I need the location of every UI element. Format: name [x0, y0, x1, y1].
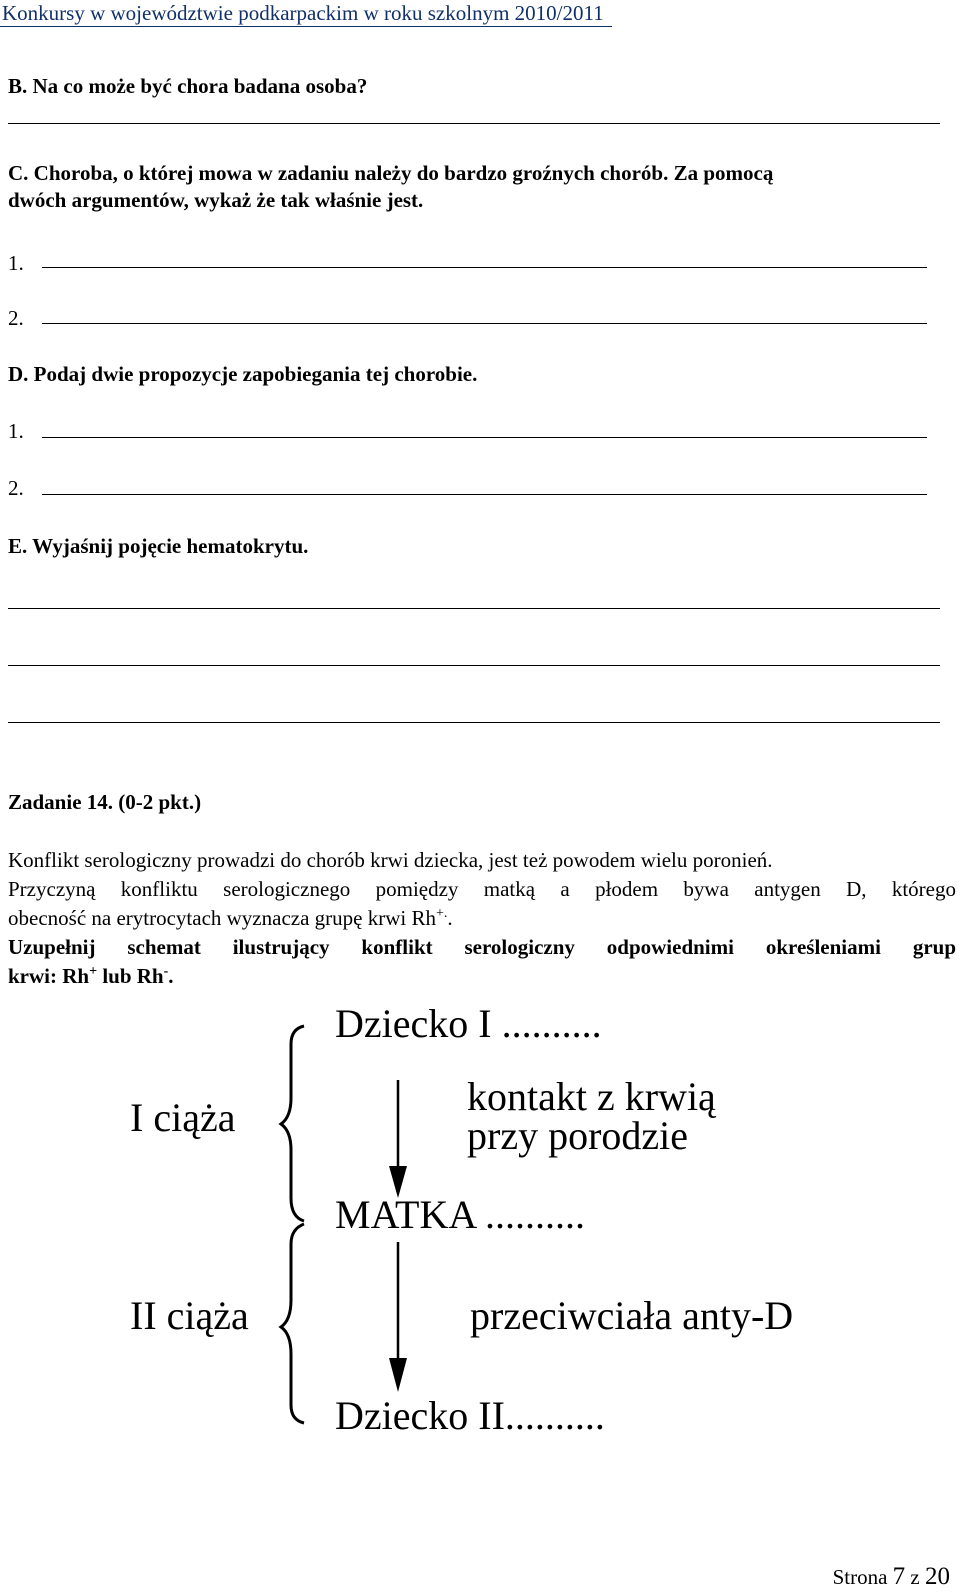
question-d: D. Podaj dwie propozycje zapobiegania tej chorobie.	[8, 362, 478, 386]
task14-para2-line1: Przyczyną konfliktu serologicznego pomiędzy matką a płodem bywa antygen D, którego	[8, 877, 956, 901]
page-current: 7	[892, 1563, 906, 1590]
answer-line-e1[interactable]	[8, 608, 940, 609]
page-total: 20	[925, 1563, 950, 1590]
answer-line-d1[interactable]	[42, 437, 927, 438]
task14-para2-line2	[8, 906, 453, 930]
instr-sup-minus: -	[163, 964, 169, 979]
diagram-child-2: Dziecko II..........	[335, 1393, 605, 1438]
brace-pregnancy-1	[281, 1026, 304, 1221]
answer-line-e2[interactable]	[8, 665, 940, 666]
question-c-line2: dwóch argumentów, wykaż że tak właśnie jest.	[8, 188, 424, 212]
rh-plus-sup: +.	[435, 906, 448, 921]
answer-line-d2[interactable]	[42, 494, 927, 495]
task14-para1: Konflikt serologiczny prowadzi do chorób krwi dziecka, jest też powodem wielu poronień.	[8, 848, 773, 872]
brace-pregnancy-2	[281, 1224, 304, 1423]
task14-title: Zadanie 14. (0-2 pkt.)	[8, 790, 202, 814]
answer-line-c2[interactable]	[42, 323, 927, 324]
question-c-item-1: 1.	[8, 251, 24, 275]
diagram-antibodies: przeciwciała anty-D	[470, 1293, 794, 1338]
task14-para2-line2-text: obecność na erytrocytach wyznacza grupę krwi Rh	[8, 906, 436, 930]
answer-line-b[interactable]	[8, 123, 940, 124]
diagram-mother: MATKA ..........	[335, 1192, 586, 1237]
task14-para2-line2-end: .	[447, 906, 453, 930]
task14-instruction-line1: Uzupełnij schemat ilustrujący konflikt serologiczny odpowiednimi określeniami grup	[8, 935, 956, 959]
answer-line-c1[interactable]	[42, 267, 927, 268]
page-header: Konkursy w województwie podkarpackim w roku szkolnym 2010/2011	[2, 1, 604, 25]
header-rule	[0, 26, 612, 27]
page-label: Strona	[832, 1565, 888, 1589]
diagram-contact-line2: przy porodzie	[467, 1113, 689, 1158]
question-e: E. Wyjaśnij pojęcie hematokrytu.	[8, 534, 309, 558]
instr-end: .	[168, 964, 174, 988]
arrow-head-2	[389, 1358, 407, 1392]
question-c-line1: C. Choroba, o której mowa w zadaniu należy do bardzo groźnych chorób. Za pomocą	[8, 161, 774, 185]
answer-line-e3[interactable]	[8, 722, 940, 723]
page-of: z	[910, 1565, 920, 1589]
question-c-item-2: 2.	[8, 306, 24, 330]
instr-lub-rh: lub Rh	[97, 964, 164, 988]
question-d-item-2: 2.	[8, 476, 24, 500]
diagram-pregnancy-1: I ciąża	[130, 1095, 236, 1140]
instr-krwi-rh: krwi: Rh	[8, 964, 90, 988]
diagram-pregnancy-2: II ciąża	[130, 1293, 249, 1338]
task14-instruction-line2	[8, 964, 174, 988]
question-d-item-1: 1.	[8, 419, 24, 443]
question-b: B. Na co może być chora badana osoba?	[8, 74, 368, 98]
diagram-child-1: Dziecko I ..........	[335, 1001, 602, 1046]
instr-sup-plus: +	[89, 964, 98, 979]
diagram-contact-line1: kontakt z krwią	[467, 1074, 716, 1119]
page-number	[833, 1563, 950, 1591]
